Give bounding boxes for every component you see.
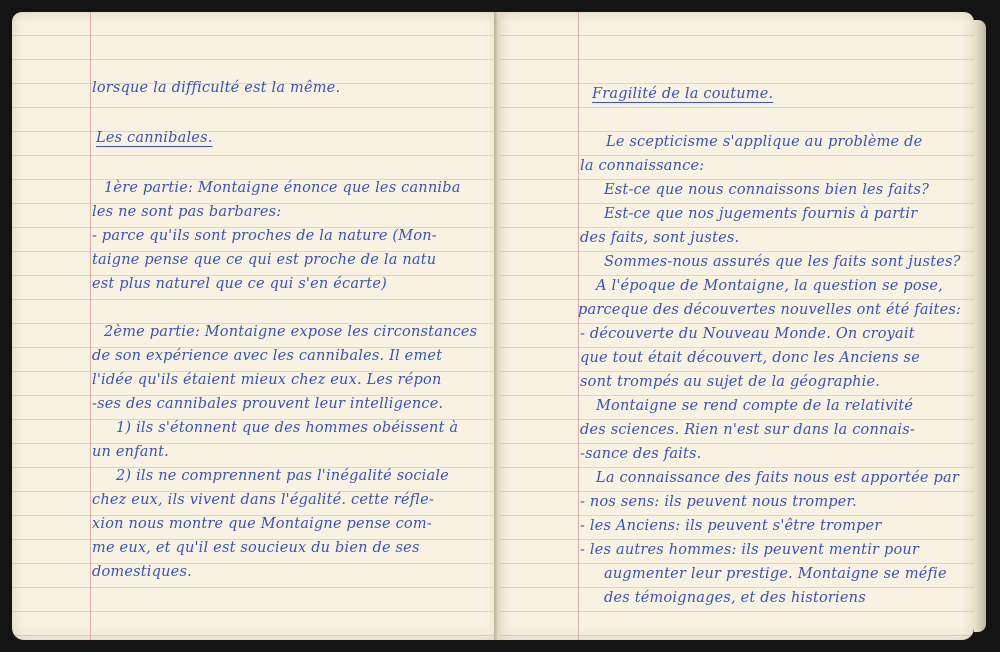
handwritten-line: -sance des faits. — [580, 446, 702, 462]
handwritten-line: Montaigne se rend compte de la relativité — [596, 398, 914, 414]
handwritten-line: xion nous montre que Montaigne pense com- — [92, 516, 432, 532]
handwritten-line: domestiques. — [92, 564, 192, 580]
handwritten-line: - découverte du Nouveau Monde. On croyait — [580, 326, 915, 342]
handwritten-line: augmenter leur prestige. Montaigne se méfie — [604, 566, 947, 582]
handwritten-line: des sciences. Rien n'est sur dans la connais- — [580, 422, 915, 438]
handwritten-line: Est-ce que nous connaissons bien les faits? — [604, 182, 930, 198]
handwritten-line: de son expérience avec les cannibales. Il emet — [92, 348, 443, 364]
handwritten-line: l'idée qu'ils étaient mieux chez eux. Les répon — [92, 372, 442, 388]
handwritten-line: - nos sens: ils peuvent nous tromper. — [580, 494, 857, 510]
handwritten-line: - parce qu'ils sont proches de la nature (Mon- — [92, 228, 437, 244]
handwritten-line: 1ère partie: Montaigne énonce que les canniba — [104, 180, 461, 196]
handwritten-line: la connaissance: — [580, 158, 705, 174]
handwritten-line: me eux, et qu'il est soucieux du bien de ses — [92, 540, 420, 556]
handwritten-line: est plus naturel que ce qui s'en écarte) — [92, 276, 387, 292]
left-page-text — [12, 12, 498, 640]
left-page — [12, 12, 498, 640]
handwritten-line: les ne sont pas barbares: — [92, 204, 282, 220]
handwritten-line: que tout était découvert, donc les Anciens se — [580, 350, 920, 366]
handwritten-line: A l'époque de Montaigne, la question se pose, — [596, 278, 943, 294]
handwritten-line: 2ème partie: Montaigne expose les circonstances — [104, 324, 478, 340]
handwritten-line: des faits, sont justes. — [580, 230, 740, 246]
handwritten-line: des témoignages, et des historiens — [604, 590, 866, 606]
page-edge — [974, 20, 986, 632]
handwritten-line: chez eux, ils vivent dans l'égalité. cette réfle- — [92, 492, 434, 508]
section-heading: Les cannibales. — [96, 130, 213, 146]
handwritten-line: sont trompés au sujet de la géographie. — [580, 374, 881, 390]
handwritten-line: Sommes-nous assurés que les faits sont justes? — [604, 254, 961, 270]
handwritten-line: parceque des découvertes nouvelles ont été faites: — [578, 302, 962, 318]
handwritten-line: - les autres hommes: ils peuvent mentir pour — [580, 542, 920, 558]
handwritten-line: Le scepticisme s'applique au problème de — [606, 134, 923, 150]
right-page-text — [500, 12, 974, 640]
handwritten-line: La connaissance des faits nous est apportée par — [596, 470, 959, 486]
handwritten-line: 1) ils s'étonnent que des hommes obéissent à — [116, 420, 459, 436]
handwritten-line: un enfant. — [92, 444, 169, 460]
handwritten-line: taigne pense que ce qui est proche de la natu — [92, 252, 437, 268]
handwritten-line: -ses des cannibales prouvent leur intelligence. — [92, 396, 444, 412]
right-page — [500, 12, 974, 640]
handwritten-line: lorsque la difficulté est la même. — [92, 80, 341, 96]
handwritten-line: 2) ils ne comprennent pas l'inégalité sociale — [116, 468, 449, 484]
page-title: Fragilité de la coutume. — [592, 86, 774, 102]
handwritten-line: - les Anciens: ils peuvent s'être tromper — [580, 518, 882, 534]
handwritten-line: Est-ce que nos jugements fournis à partir — [604, 206, 918, 222]
